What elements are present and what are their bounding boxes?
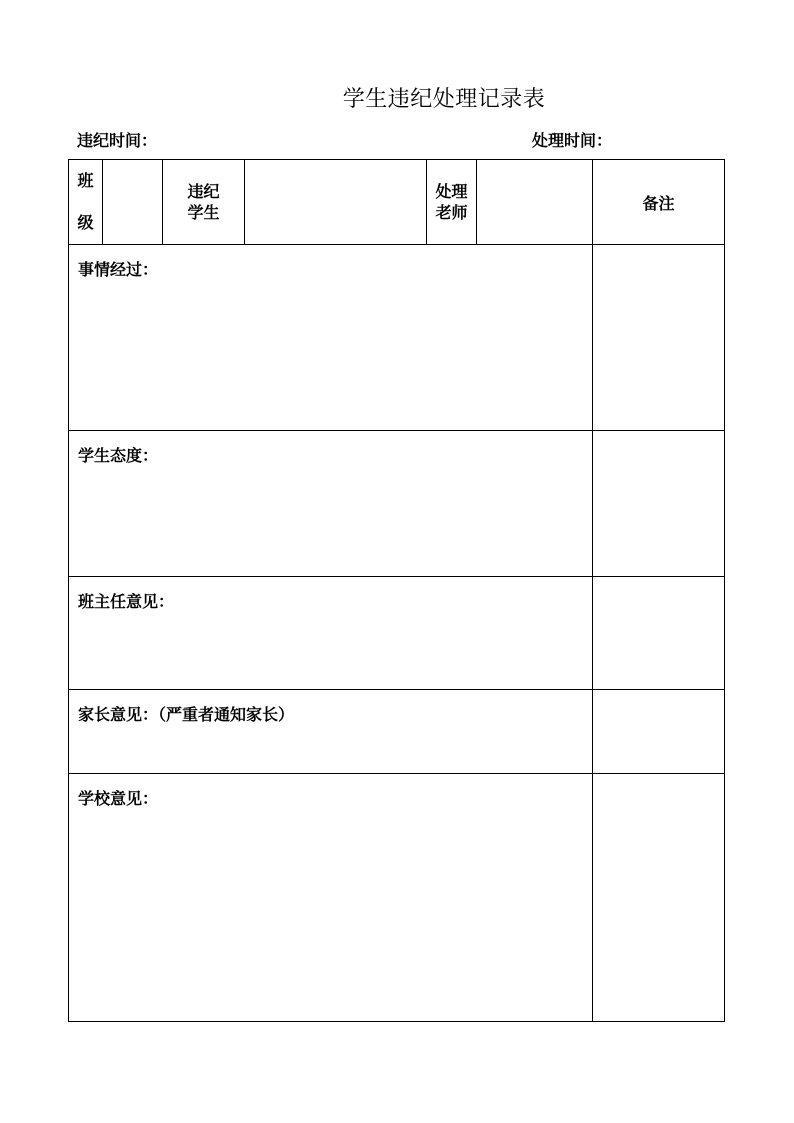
school-label: 学校意见： (78, 789, 159, 808)
school-cell[interactable] (69, 774, 593, 1022)
attitude-cell[interactable] (69, 431, 593, 577)
attitude-remarks-cell[interactable] (593, 431, 725, 577)
parent-cell[interactable] (69, 690, 593, 774)
teacher-label-line2: 老师 (435, 203, 468, 222)
class-value-cell[interactable] (103, 160, 163, 245)
head-teacher-cell[interactable] (69, 577, 593, 690)
head-teacher-remarks-cell[interactable] (593, 577, 725, 690)
head-teacher-label: 班主任意见： (78, 592, 175, 611)
student-value-cell[interactable] (245, 160, 427, 245)
incident-remarks-cell[interactable] (593, 245, 725, 431)
school-row (69, 774, 725, 1022)
head-teacher-row (69, 577, 725, 690)
parent-label: 家长意见：（严重者通知家长） (78, 705, 295, 724)
remarks-header-cell: 备注 (593, 160, 725, 245)
record-table (68, 159, 725, 1022)
violation-time-label: 违纪时间： (77, 131, 158, 150)
school-remarks-cell[interactable] (593, 774, 725, 1022)
student-label-cell (163, 160, 245, 245)
teacher-label-line1: 处理 (435, 182, 468, 201)
class-label-line2: 级 (77, 213, 94, 232)
incident-cell[interactable] (69, 245, 593, 431)
attitude-row (69, 431, 725, 577)
teacher-value-cell[interactable] (477, 160, 593, 245)
parent-row (69, 690, 725, 774)
class-label-cell (69, 160, 103, 245)
page-title: 学生违纪处理记录表 (342, 87, 546, 112)
incident-label: 事情经过： (78, 260, 159, 279)
incident-row (69, 245, 725, 431)
class-label-line1: 班 (77, 171, 94, 190)
attitude-label: 学生态度： (78, 446, 159, 465)
handling-time-label: 处理时间： (532, 131, 613, 150)
student-label-line2: 学生 (187, 203, 220, 222)
teacher-label-cell (427, 160, 477, 245)
header-row (69, 160, 725, 245)
student-label-line1: 违纪 (187, 182, 220, 201)
parent-remarks-cell[interactable] (593, 690, 725, 774)
